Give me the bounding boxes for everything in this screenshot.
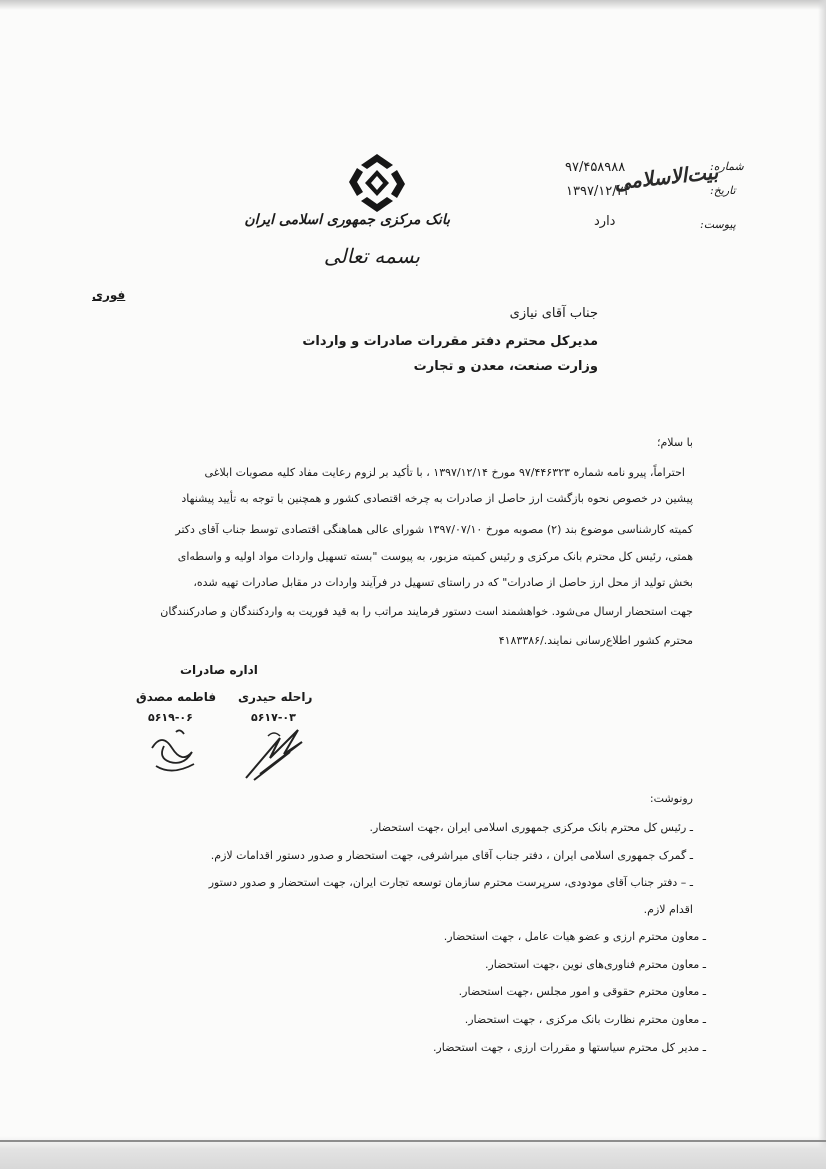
attachment-label: پیوست: (700, 218, 736, 231)
priority-label: فوری (92, 288, 126, 302)
addressee-ministry: وزارت صنعت، معدن و تجارت (413, 359, 598, 374)
cc-line-2: ـ گمرک جمهوری اسلامی ایران ، دفتر جناب آقای میراشرفی، جهت استحضار و صدور دستور اقدامات لازم. (210, 849, 693, 862)
cc-line-3: ـ – دفتر جناب آقای مودودی، سرپرست محترم سازمان توسعه تجارت ایران، جهت استحضار و صدور دستور (208, 876, 693, 889)
cc-line-9: ـ مدیر کل محترم سیاستها و مقررات ارزی ، جهت استحضار. (432, 1041, 706, 1054)
number-value: ۹۷/۴۵۸۹۸۸ (565, 160, 626, 175)
signature-right-icon (240, 724, 308, 784)
body-line-6: جهت استحضار ارسال می‌شود. خواهشمند است دستور فرمایند مراتب را به قید فوریت به واردکنندگان و صادرکنندگان (160, 605, 693, 618)
cc-line-5: ـ معاون محترم ارزی و عضو هیات عامل ، جهت استحضار. (443, 930, 706, 943)
scan-edge-right (818, 0, 826, 1169)
signer-left-name: فاطمه مصدق (136, 690, 217, 704)
body-line-3: کمیته کارشناسی موضوع بند (۲) مصوبه مورخ ۱۳۹۷/۰۷/۱۰ شورای عالی هماهنگی اقتصادی توسط جناب آقای دکتر (175, 523, 693, 536)
handwritten-stamp: بیت‌الاسلامی (613, 159, 720, 195)
addressee-title: مدیرکل محترم دفتر مقررات صادرات و واردات (302, 334, 598, 349)
cc-line-7: ـ معاون محترم حقوقی و امور مجلس ،جهت استحضار. (458, 985, 706, 998)
body-line-4: همتی، رئیس کل محترم بانک مرکزی و رئیس کمیته مزبور، به پیوست "بسته تسهیل واردات مواد اولیه و واسطه‌ای (177, 550, 693, 563)
scan-edge-top (0, 0, 826, 10)
body-line-2: پیشین در خصوص نحوه بازگشت ارز حاصل از صادرات به چرخه اقتصادی کشور و همچنین با توجه به تأیید پیشنهاد (181, 492, 693, 505)
greeting: با سلام؛ (657, 436, 693, 449)
bank-name: بانک مرکزی جمهوری اسلامی ایران (244, 212, 450, 228)
signer-left-code: ۵۶۱۹-۰۶ (148, 711, 193, 724)
cc-line-1: ـ رئیس کل محترم بانک مرکزی جمهوری اسلامی ایران ،جهت استحضار. (369, 821, 693, 834)
body-line-5: بخش تولید از محل ارز حاصل از صادرات" که در راستای تسهیل در فرآیند واردات در مقابل صادرات تهیه شده، (193, 576, 693, 589)
motto: بسمه تعالی (323, 244, 420, 268)
cc-title: رونوشت: (649, 792, 693, 805)
scan-edge-line (0, 1140, 826, 1142)
date-value: ۱۳۹۷/۱۲/۲۲ (566, 184, 631, 199)
addressee-name: جناب آقای نیازی (509, 306, 598, 321)
signature-left-icon (146, 726, 204, 778)
signer-right-name: راحله حیدری (238, 690, 313, 704)
signer-right-code: ۵۶۱۷-۰۳ (251, 711, 296, 724)
number-label: شماره: (710, 160, 744, 173)
body-line-7: محترم کشور اطلاع‌رسانی نمایند./۴۱۸۳۳۸۶ (498, 634, 693, 647)
department-name: اداره صادرات (180, 663, 258, 677)
cc-line-8: ـ معاون محترم نظارت بانک مرکزی ، جهت استحضار. (464, 1013, 706, 1026)
cc-line-4: اقدام لازم. (643, 903, 693, 916)
cc-line-6: ـ معاون محترم فناوری‌های نوین ،جهت استحضار. (484, 958, 706, 971)
attachment-value: دارد (594, 214, 616, 229)
bank-logo-icon (347, 152, 407, 214)
body-line-1: احتراماً، پیرو نامه شماره ۹۷/۴۴۶۳۲۳ مورخ ۱۳۹۷/۱۲/۱۴ ، با تأکید بر لزوم رعایت مفاد کلیه مصوبات ابلاغی (204, 466, 685, 479)
date-label: تاریخ: (710, 184, 736, 197)
